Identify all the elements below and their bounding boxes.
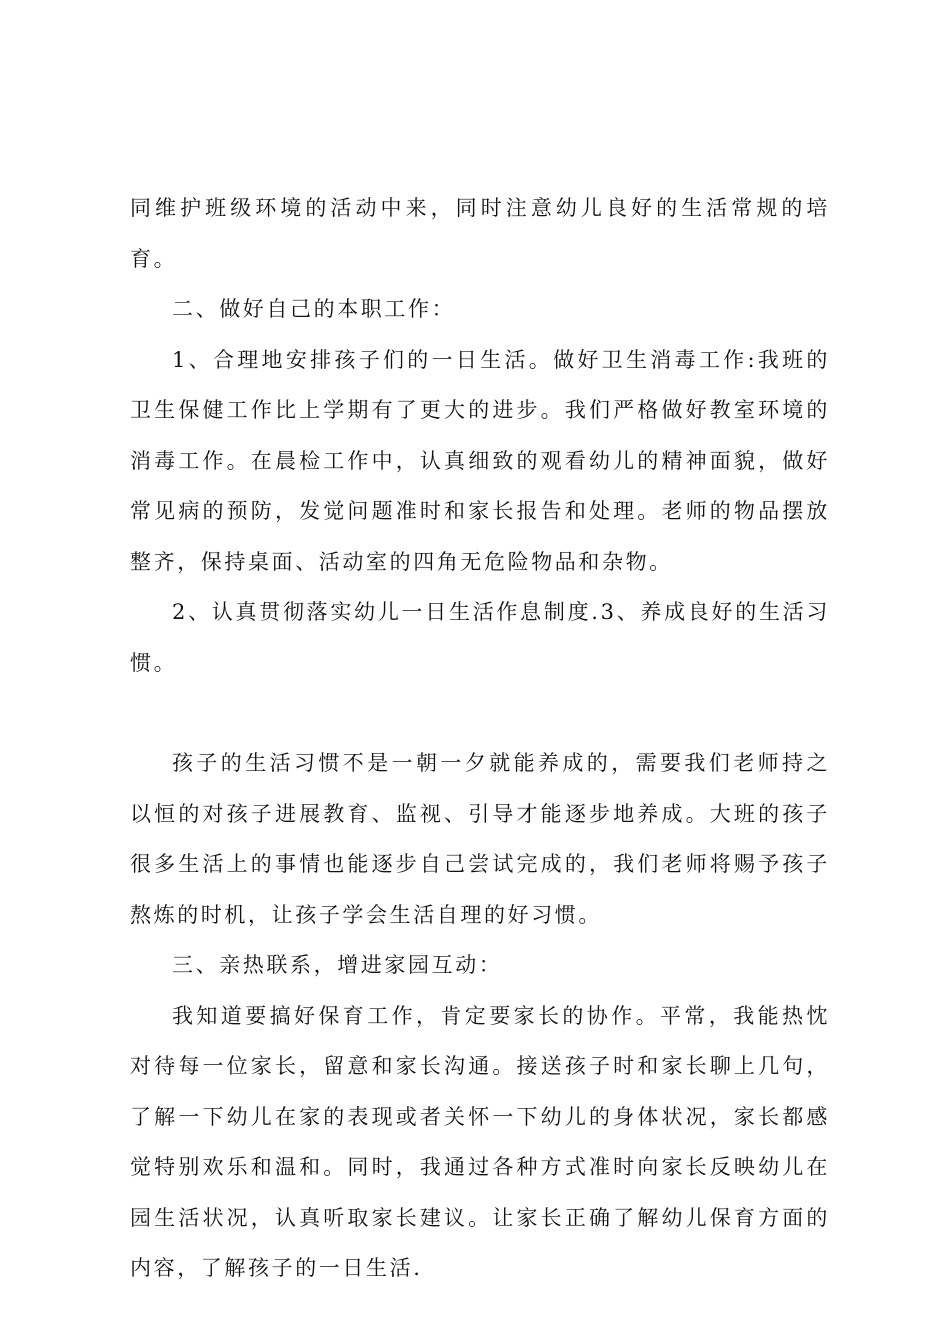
paragraph-daily-life-hygiene: 1、合理地安排孩子们的一日生活。做好卫生消毒工作:我班的卫生保健工作比上学期有了更大的进步。我们严格做好教室环境的消毒工作。在晨检工作中，认真细致的观看幼儿的精神面貌，做好常见病的预防，发觉问题准时和家长报告和处理。老师的物品摆放整齐，保持桌面、活动室的四角无危险物品和杂物。 xyxy=(130,347,830,574)
paragraph-daily-schedule-habits: 2、认真贯彻落实幼儿一日生活作息制度.3、养成良好的生活习惯。 xyxy=(130,600,830,675)
section-heading-own-duties: 二、做好自己的本职工作： xyxy=(172,297,456,321)
paragraph-continuation: 同维护班级环境的活动中来，同时注意幼儿良好的生活常规的培育。 xyxy=(130,196,830,271)
paragraph-living-habits: 孩子的生活习惯不是一朝一夕就能养成的，需要我们老师持之以恒的对孩子进展教育、监视、引导才能逐步地养成。大班的孩子很多生活上的事情也能逐步自己尝试完成的，我们老师将赐予孩子熬炼的时机，让孩子学会生活自理的好习惯。 xyxy=(130,751,830,927)
section-heading-home-school: 三、亲热联系，增进家园互动： xyxy=(172,953,503,977)
document-body xyxy=(130,183,830,1294)
paragraph-parent-cooperation: 我知道要搞好保育工作，肯定要家长的协作。平常，我能热忱对待每一位家长，留意和家长沟通。接送孩子时和家长聊上几句，了解一下幼儿在家的表现或者关怀一下幼儿的身体状况，家长都感觉特别欢乐和温和。同时，我通过各种方式准时向家长反映幼儿在园生活状况，认真听取家长建议。让家长正确了解幼儿保育方面的内容，了解孩子的一日生活. xyxy=(130,1003,830,1280)
paragraph-spacer xyxy=(130,688,830,738)
